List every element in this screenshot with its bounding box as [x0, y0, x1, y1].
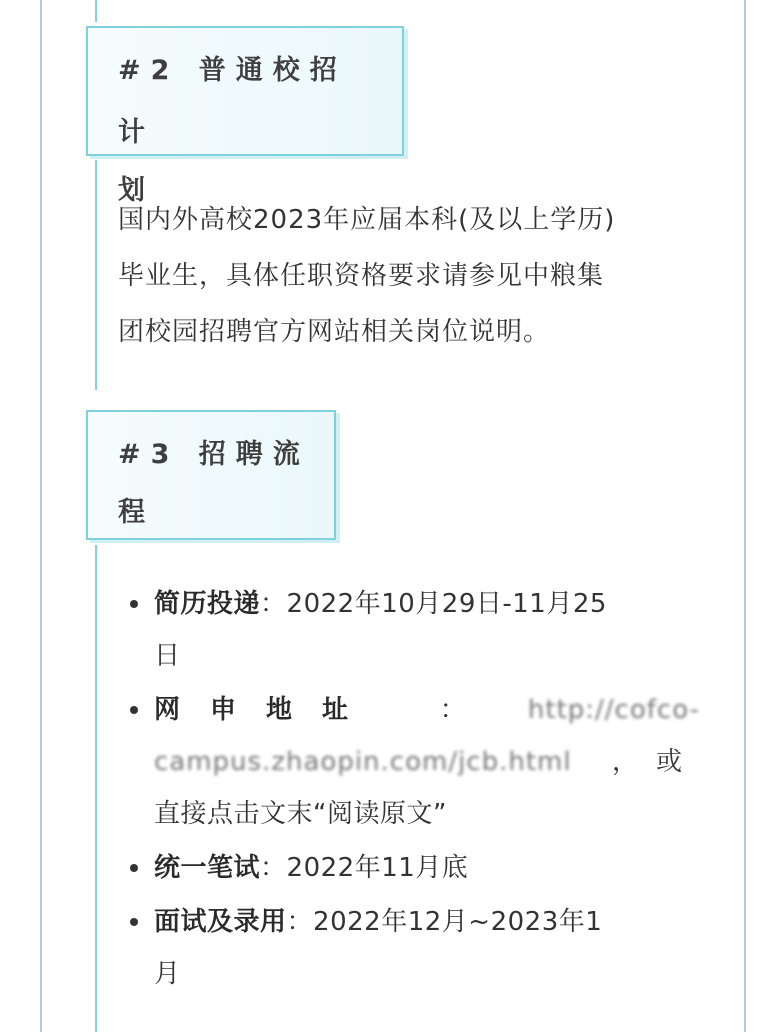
item-separator: ： — [286, 907, 314, 937]
item-label: 网申地址 — [154, 695, 379, 725]
apply-link-blurred[interactable]: http://cofco- — [527, 695, 700, 725]
item-label: 面试及录用 — [154, 907, 287, 937]
bullet-icon — [130, 864, 138, 872]
bullet-icon — [130, 706, 138, 714]
page-frame-right — [744, 0, 746, 1032]
paragraph-line: 毕业生，具体任职资格要求请参见中粮集 — [118, 261, 605, 291]
item-separator: ： — [439, 695, 467, 725]
accent-line — [95, 545, 97, 1032]
section-heading-recruitment-process — [86, 410, 336, 540]
section-title-line: 划 — [118, 175, 155, 206]
item-label: 简历投递 — [154, 589, 261, 619]
item-label: 统一笔试 — [154, 853, 261, 883]
list-item-written-test — [130, 842, 700, 894]
process-list — [130, 578, 700, 1002]
item-value-cont: 日 — [154, 641, 181, 671]
item-value: 2022年11月底 — [286, 853, 469, 883]
item-separator: ： — [260, 853, 287, 883]
paragraph-line: 国内外高校2023年应届本科(及以上学历) — [118, 205, 616, 235]
item-value: 2022年10月29日-11月25 — [286, 589, 607, 619]
list-item-resume — [130, 578, 700, 682]
item-text: ，或 — [611, 747, 700, 777]
accent-line — [95, 0, 97, 22]
page-frame-left — [40, 0, 42, 1032]
apply-link-blurred[interactable]: campus.zhaopin.com/jcb.html — [154, 747, 572, 777]
read-original-text: 直接点击文末“阅读原文” — [154, 799, 447, 829]
item-separator: ： — [260, 589, 287, 619]
section-title-line: #2 普通校招计 — [118, 55, 347, 148]
accent-line — [95, 160, 97, 390]
bullet-icon — [130, 600, 138, 608]
item-value-cont: 月 — [154, 959, 181, 989]
paragraph-line: 团校园招聘官方网站相关岗位说明。 — [118, 317, 551, 347]
bullet-icon — [130, 918, 138, 926]
item-value: 2022年12月~2023年1 — [313, 907, 603, 937]
section-title-line: 程 — [118, 497, 155, 528]
section-heading-campus-plan — [86, 26, 404, 206]
list-item-interview — [130, 896, 700, 1000]
list-item-apply-address — [130, 684, 700, 840]
section-title-line: #3 招聘流 — [118, 439, 310, 470]
